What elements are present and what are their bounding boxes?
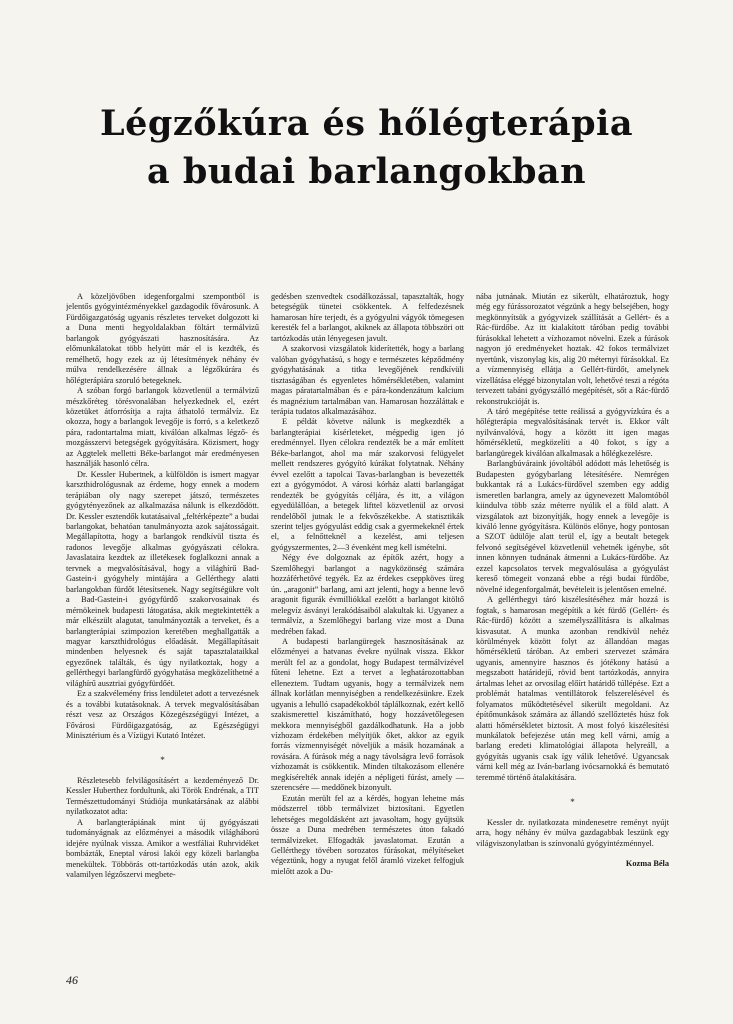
paragraph: A táró megépítése tette reálissá a gyógyvízkúra és a hőlégterápia megvalósításának tervét is. Ekkor vált nyilvánvalóvá, hogy a között itt igen magas hőmérsékletű, megközelíti a 40 fokot, s így a barlangüregek kiválóan alkalmasak a hőlégkezelésre. <box>476 406 669 458</box>
author-signature: Kozma Béla <box>625 859 669 869</box>
column-1 <box>66 292 259 976</box>
paragraph: E példát követve nálunk is megkezdték a barlangterápiai kísérleteket, mégpedig igen jó eredménnyel. Ilyen célokra rendezték be a már említett Béke-barlangot, ahol ma már szakorvosi felügyelet mellett rendszeres gyógyító kúrákat folytatnak. Néhány évvel ezelőtt a tapolcai Tavas-barlangban is bevezették ezt a gyógymódot. A városi kórház alatti barlangágat rendezték be gyógyítás céljára, és itt, a világon egyedülállóan, a betegek lifttel közvetlenül az orvosi rendelőből jutnak le a fekvőszékekbe. A statisztikák szerint teljes gyógyulást eddig csak a gyermekeknél értek el, a felnőtteknél a kezelést, ami teljesen gyógyszermentes, 2—3 évenként meg kell ismételni. <box>271 417 464 552</box>
article-title <box>60 100 673 196</box>
column-2 <box>271 292 464 976</box>
paragraph: Dr. Kessler Hubertnek, a külföldön is ismert magyar karszthidrológusnak az érdeme, hogy ennek a modern terápiában oly nagy szerepet játszó, természetes gyógytényezőnek az alkalmazása nálunk is elkezdődött. Dr. Kessler esztendők kutatásaival „feltérképezte” a budai barlangokat, behatóan tanulmányozta azok sajátosságait. Megállapította, hogy a barlangok rendkívül tiszta és radonos levegője alkalmas gyógyászati célokra. Javaslataira kezdtek az illetékesek foglalkozni annak a tervnek a megvalósításával, hogy a világhírű Bad-Gastein-i gyógyhely mintájára a Gellérthegy alatti barlangokban fürdőt létesítsenek. Nagy segítségükre volt a Bad-Gastein-i gyógyfürdő szakorvosainak és mérnökeinek budapesti látogatása, akik megtekintették a már elkészült alagutat, tanulmányozták a terveket, és a barlangterápiai szimpozion keretében meghallgatták a magyar karszthidrológus előadását. Megállapításait mindenben helyesnek és saját tapasztalataikkal egyezőnek találták, és úgy nyilatkoztak, hogy a gellérthegyi barlangfürdő gyógyhatása megközelíthetné a világhírű ausztriai gyógyfürdőét. <box>66 469 259 688</box>
paragraph: Négy éve dolgoznak az építők azért, hogy a Szemlőhegyi barlangot a nagyközönség számára hozzáférhetővé tegyék. Ez az érdekes cseppköves üreg ún. „aragonit” barlang, ami azt jelenti, hogy a benne levő aragonit figurák évmilliókkal ezelőtt a barlangot kitöltő melegvíz ásványi lerakódásaiból alakultak ki. Ugyanez a termálvíz, a Szemlőhegyi barlang vize most a Duna medrében fakad. <box>271 553 464 636</box>
paragraph: A szóban forgó barlangok közvetlenül a termálvizű mészkőréteg törésvonalában helyezkednek el, ezért közetüket átforrósítja a rajta áthatoló termálvíz. Ez okozza, hogy a barlangok levegője is forró, s a keletkező pára, radontartalma miatt, kiválóan alkalmas légző- és mozgásszervi betegségek gyógyítására. Közismert, hogy az Aggtelek melletti Béke-barlangot már eredményesen használják hasonló célra. <box>66 386 259 469</box>
article-body <box>66 292 670 976</box>
paragraph: nába jutnának. Miután ez sikerült, elhatároztuk, hogy még egy fúrássorozatot végzünk a hegy belsejében, hogy megkönnyítsük a gyógyvizek szállítását a Gellért- és a Rác-fürdőbe. Az itt kialakított táróban pedig további fúrásokkal lehetett a vízhozamot növelni. Ezek a fúrások nagyon jó eredményeket hoztak. 42 fokos termálvizet nyertünk, viszonylag kis, alig 20 méternyi fúrásokkal. Ez a vízmennyiség ellátja a Gellért-fürdőt, amelynek vízellátása eléggé bizonytalan volt, lehetővé teszi a régóta tervezett tabáni gyógyszálló megépítését, sőt a Rác-fürdő rekonstrukcióját is. <box>476 292 669 406</box>
page-number: 46 <box>66 973 78 987</box>
column-3 <box>476 292 669 976</box>
paragraph: Barlangbúváraink jóvoltából adódott más lehetőség is Budapesten gyógybarlang létesítésére. Nemrégen bukkantak rá a Lukács-fürdővel szemben egy addig ismeretlen barlangra, amely az úgynevezett Malomtóból kiindulva több száz méterre nyúlik el a föld alatt. A vizsgálatok azt bizonyítják, hogy ennek a levegője is kiváló lenne gyógyításra. Különös előnye, hogy pontosan a SZOT üdülője alatt terül el, így a beutalt betegek felvonó segítségével közvetlenül vehetnék igénybe, sőt innen könnyen tudnának átmenni a Lukács-fürdőbe. Az ezzel kapcsolatos tervek megvalósulása a gyógyulást kereső tömegeit vonzaná ebbe a régi budai fürdőbe, növelné idegenforgalmát, bevételeit is jelentősen emelné. <box>476 459 669 594</box>
paragraph: Részletesebb felvilágosításért a kezdeményező Dr. Kessler Huberthez fordultunk, aki Török Endrénak, a TIT Természettudományi Stúdiója munkatársának az alábbi nyilatkozatot adta: <box>66 775 259 817</box>
paragraph: Ezután merült fel az a kérdés, hogyan lehetne más módszerrel több termálvizet biztosítani. Egyetlen lehetséges megoldásként azt javasoltam, hogy gyűjtsük össze a Duna medrében természetes úton fakadó termálvizeket. Elfogadták javaslatomat. Ezután a Gellérthegy tövében sorozatos fúrásokat, mélyítéseket végeztünk, hogy a nyugat felől áramló vizeket felfogjuk mielőtt azok a Du- <box>271 793 464 876</box>
paragraph: Ez a szakvélemény friss lendületet adott a tervezésnek és a további kutatásoknak. A tervek megvalósításában részt vesz az Országos Közegészségügyi Intézet, a Fővárosi Fürdőigazgatóság, az Egészségügyi Minisztérium és a Vízügyi Kutató Intézet. <box>66 689 259 741</box>
paragraph: A budapesti barlangüregek hasznosításának az előzményei a hatvanas évekre nyúlnak vissza. Ekkor merült fel az a gondolat, hogy Budapest termálvizével fűteni lehetne. Ezt a tervet a leghatározottabban elleneztem. Tudtam ugyanis, hogy a termálvizek nem állnak korlátlan mennyiségben a rendelkezésünkre. Ezek ugyanis a lehulló csapadékokból táplálkoznak, ezért kellő szakismerettel kiszámítható, hogy hozzávetőlegesen mekkora mennyiségből gazdálkodhatunk. Ha a jobb vízhozam érdekében mélyítjük őket, akkor az egyik forrás vízmennyiségét növeljük a másik hozamának a rovására. A fúrások még a nagy távolságra levő források vízhozamát is csökkentik. Minden tiltakozásom ellenére megkísérelték annak idején a népligeti fúrást, amely — szerencsére — meddőnek bizonyult. <box>271 636 464 793</box>
paragraph: gedésben szenvedtek csodálkozással, tapasztalták, hogy betegségük tünetei csökkentek. A felfedezésnek hamarosan híre terjedt, és a gyógyulni vágyók tömegesen keresték fel a barlangot, akiknek az állapota többszöri ott tartózkodás után lényegesen javult. <box>271 292 464 343</box>
paragraph: A közeljövőben idegenforgalmi szempontból is jelentős gyógyintézményekkel gazdagodik fővárosunk. A Fürdőigazgatóság ugyanis részletes terveket dolgozott ki a Duna menti hegyoldalakban föltárt termálvizű barlangok gyógyászati hasznosítására. Az előmunkálatokat több helyütt már el is kezdték, és remélhető, hogy ezek az új létesítmények néhány év múlva rendelkezésére állnak a légzőkúrára és hőlégterápiára szoruló betegeknek. <box>66 292 259 385</box>
paragraph: A gellérthegyi táró kiszélesítéséhez már hozzá is fogtak, s hamarosan megépítik a két fürdő (Gellért- és Rác-fürdő) között a személyszállításra is alkalmas kisvasutat. A munka azonban rendkívül nehéz körülmények között folyt az állandóan magas hőmérsékletű táróban. Az emberi szervezet számára ugyanis, amennyire hasznos és jótékony hatású a megszabott határidejű, rövid bent tartózkodás, annyira ártalmas lehet az orvosilag előírt határidő túllépése. Ezt a problémát hatalmas ventillátorok felszerelésével és folyamatos működtetésével sikerült megoldani. Az építőmunkások számára az állandó szellőztetés húsz fok alatti hőmérsékletet biztosít. A most folyó kiszélesítési munkálatok befejezése után meg kell várni, amíg a barlang eredeti klimatológiai állapota helyreáll, a gyógyítás ugyanis csak így válik lehetővé. Ugyancsak várni kell még az Iván-barlang ivócsarnokká és bemutató teremmé történő átalakítására. <box>476 595 669 782</box>
paragraph: A barlangterápiának mint új gyógyászati tudományágnak az előzményei a második világháború idejére nyúlnak vissza. Amikor a westfáliai Ruhrvidéket bombázták, Eneptal városi lakói egy közeli barlangba menekültek. Többörás ott-tartózkodás után azok, akik valamilyen légzőszervi megbete- <box>66 817 259 880</box>
section-divider: * <box>570 797 575 808</box>
paragraph: A szakorvosi vizsgálatok kiderítették, hogy a barlang valóban gyógyhatású, s hogy e természetes képződmény gyógyhatásának a titka levegőjének rendkívüli tisztaságában és egyenletes hőmérsékletében, valamint magas páratartalmában és e pára-kondenzátum kalcium és magnézium tartalmában van. Hamarosan hozzáláttak e terápia tudatos alkalmazásához. <box>271 344 464 416</box>
section-divider: * <box>160 755 165 766</box>
paragraph: Kessler dr. nyilatkozata mindenesetre reményt nyújt arra, hogy néhány év múlva gazdagabbak leszünk egy világviszonylatban is színvonalú gyógyintézménnyel. <box>476 817 669 848</box>
title-line-1: Légzőkúra és hőlégterápia <box>99 103 634 144</box>
title-line-2: a budai barlangokban <box>146 151 587 192</box>
